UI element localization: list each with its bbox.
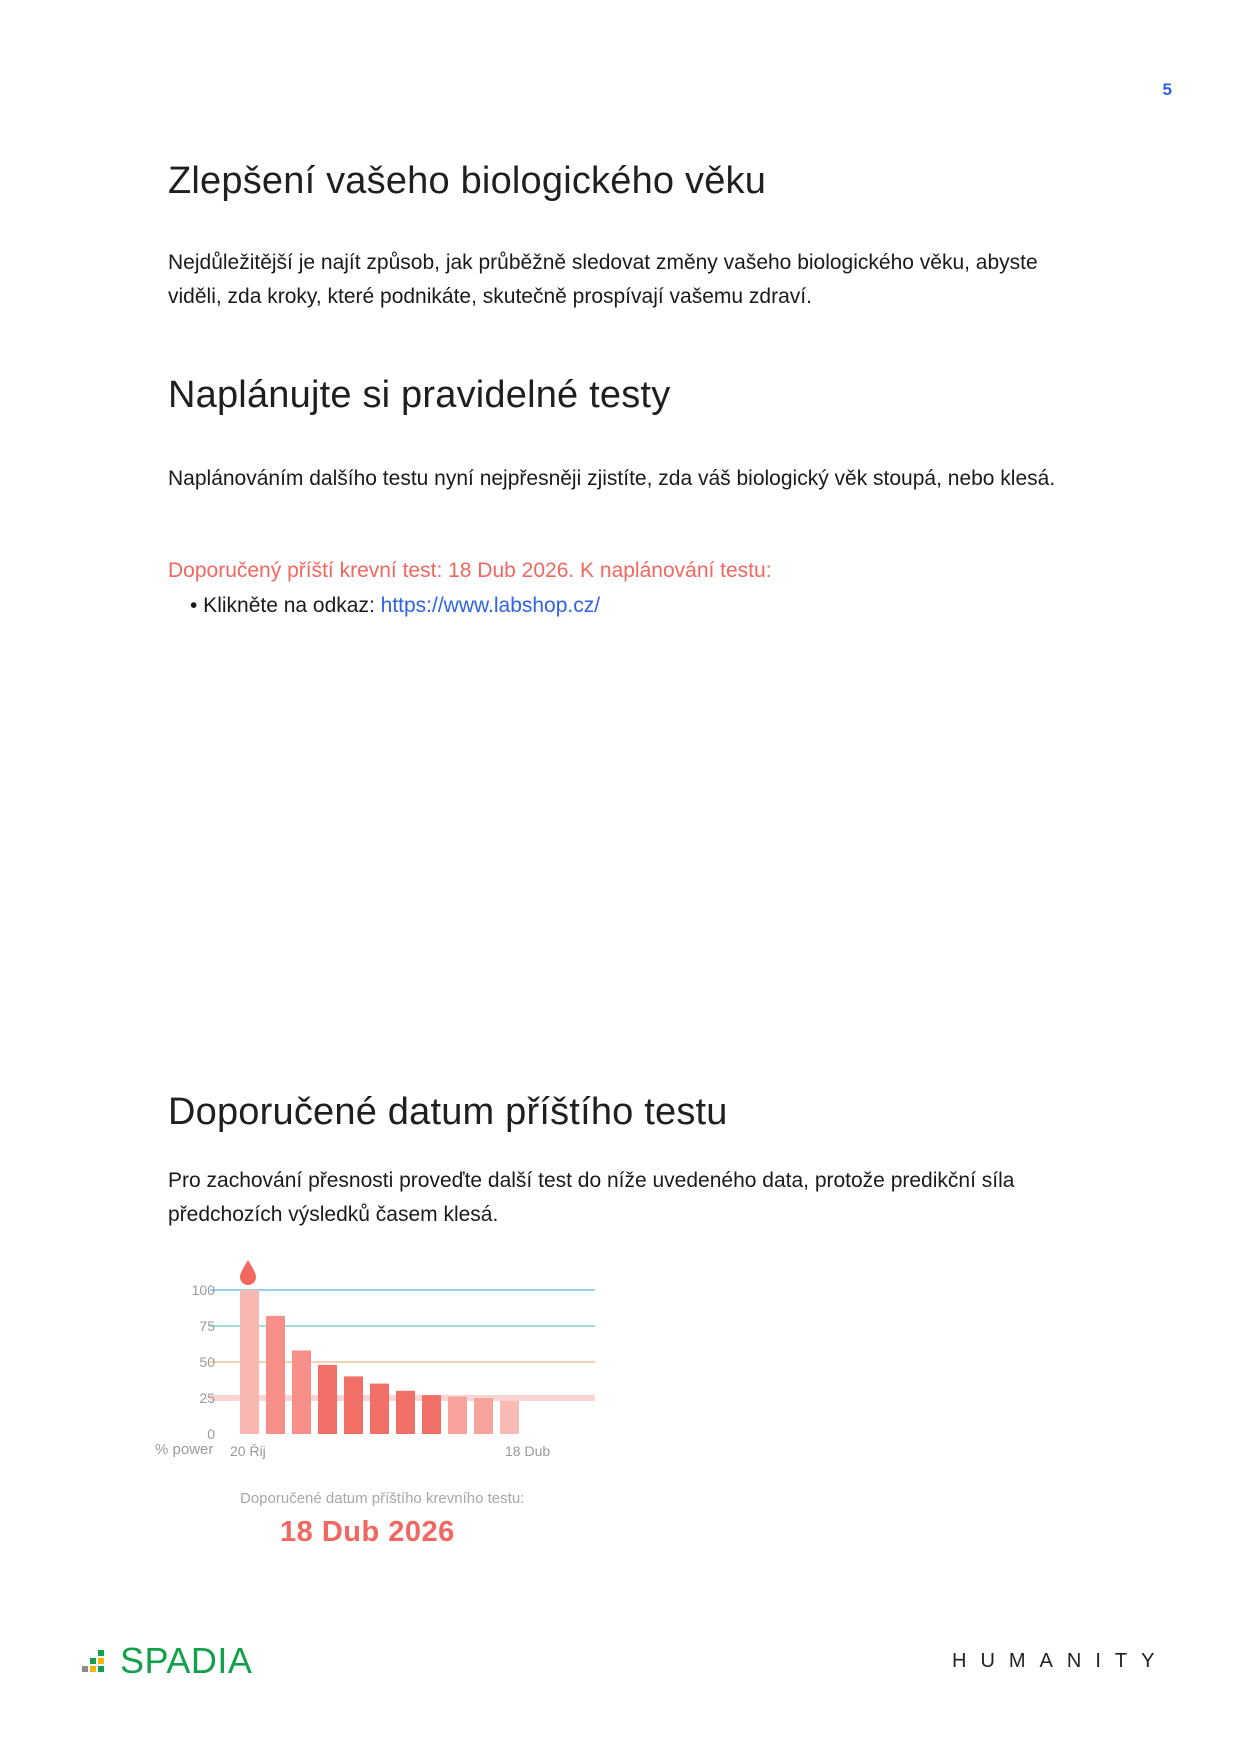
- spadia-logo-text: SPADIA: [120, 1640, 253, 1681]
- spadia-logo: [82, 1640, 252, 1682]
- y-tick-label: 100: [191, 1282, 215, 1298]
- body-line: Pro zachování přesnosti proveďte další test do níže uvedeného data, protože predikční síla: [168, 1169, 1015, 1192]
- bar: [292, 1350, 311, 1434]
- section-heading-regular-tests: Naplánujte si pravidelné testy: [168, 374, 671, 416]
- humanity-logo: HUMANITY: [952, 1650, 1169, 1672]
- bar: [500, 1401, 519, 1434]
- bar: [474, 1398, 493, 1434]
- section-heading-recommended-date: Doporučené datum příštího testu: [168, 1091, 728, 1133]
- section-body-biological-age: [168, 246, 1068, 314]
- bar: [448, 1397, 467, 1434]
- link-bullet: [190, 594, 600, 618]
- labshop-link[interactable]: https://www.labshop.cz/: [380, 594, 601, 617]
- body-line: viděli, zda kroky, které podnikáte, skutečně prospívají vašemu zdraví.: [168, 285, 812, 308]
- blood-drop-icon: [240, 1260, 256, 1285]
- body-line: Nejdůležitější je najít způsob, jak průběžně sledovat změny vašeho biologického věku, abyste: [168, 251, 1038, 274]
- bar: [422, 1395, 441, 1434]
- recommended-date: 18 Dub 2026: [280, 1516, 455, 1548]
- bar: [318, 1365, 337, 1434]
- y-tick-label: 0: [207, 1426, 215, 1442]
- y-tick-label: 75: [199, 1318, 215, 1334]
- power-decay-chart: [150, 1258, 600, 1488]
- chart-caption: Doporučené datum příštího krevního testu:: [240, 1490, 525, 1507]
- bar: [370, 1384, 389, 1434]
- recommended-test-note: Doporučený příští krevní test: 18 Dub 2026. K naplánování testu:: [168, 559, 772, 582]
- bullet-label: • Klikněte na odkaz:: [190, 594, 381, 617]
- bar: [266, 1316, 285, 1434]
- body-line: předchozích výsledků časem klesá.: [168, 1203, 499, 1226]
- y-tick-label: 50: [199, 1354, 215, 1370]
- x-end-label: 18 Dub: [505, 1443, 551, 1459]
- page-number: 5: [1162, 80, 1172, 99]
- x-start-label: 20 Řij: [230, 1443, 266, 1459]
- bar: [344, 1376, 363, 1434]
- section-body-regular-tests: Naplánováním dalšího testu nyní nejpřesněji zjistíte, zda váš biologický věk stoupá, nebo klesá.: [168, 467, 1056, 490]
- spadia-logo-icon: [82, 1646, 116, 1676]
- bar: [240, 1290, 259, 1434]
- section-heading-biological-age: Zlepšení vašeho biologického věku: [168, 160, 767, 202]
- bar: [396, 1391, 415, 1434]
- y-axis-label: % power: [155, 1441, 214, 1458]
- section-body-recommended-date: [168, 1164, 1068, 1232]
- y-tick-label: 25: [199, 1390, 215, 1406]
